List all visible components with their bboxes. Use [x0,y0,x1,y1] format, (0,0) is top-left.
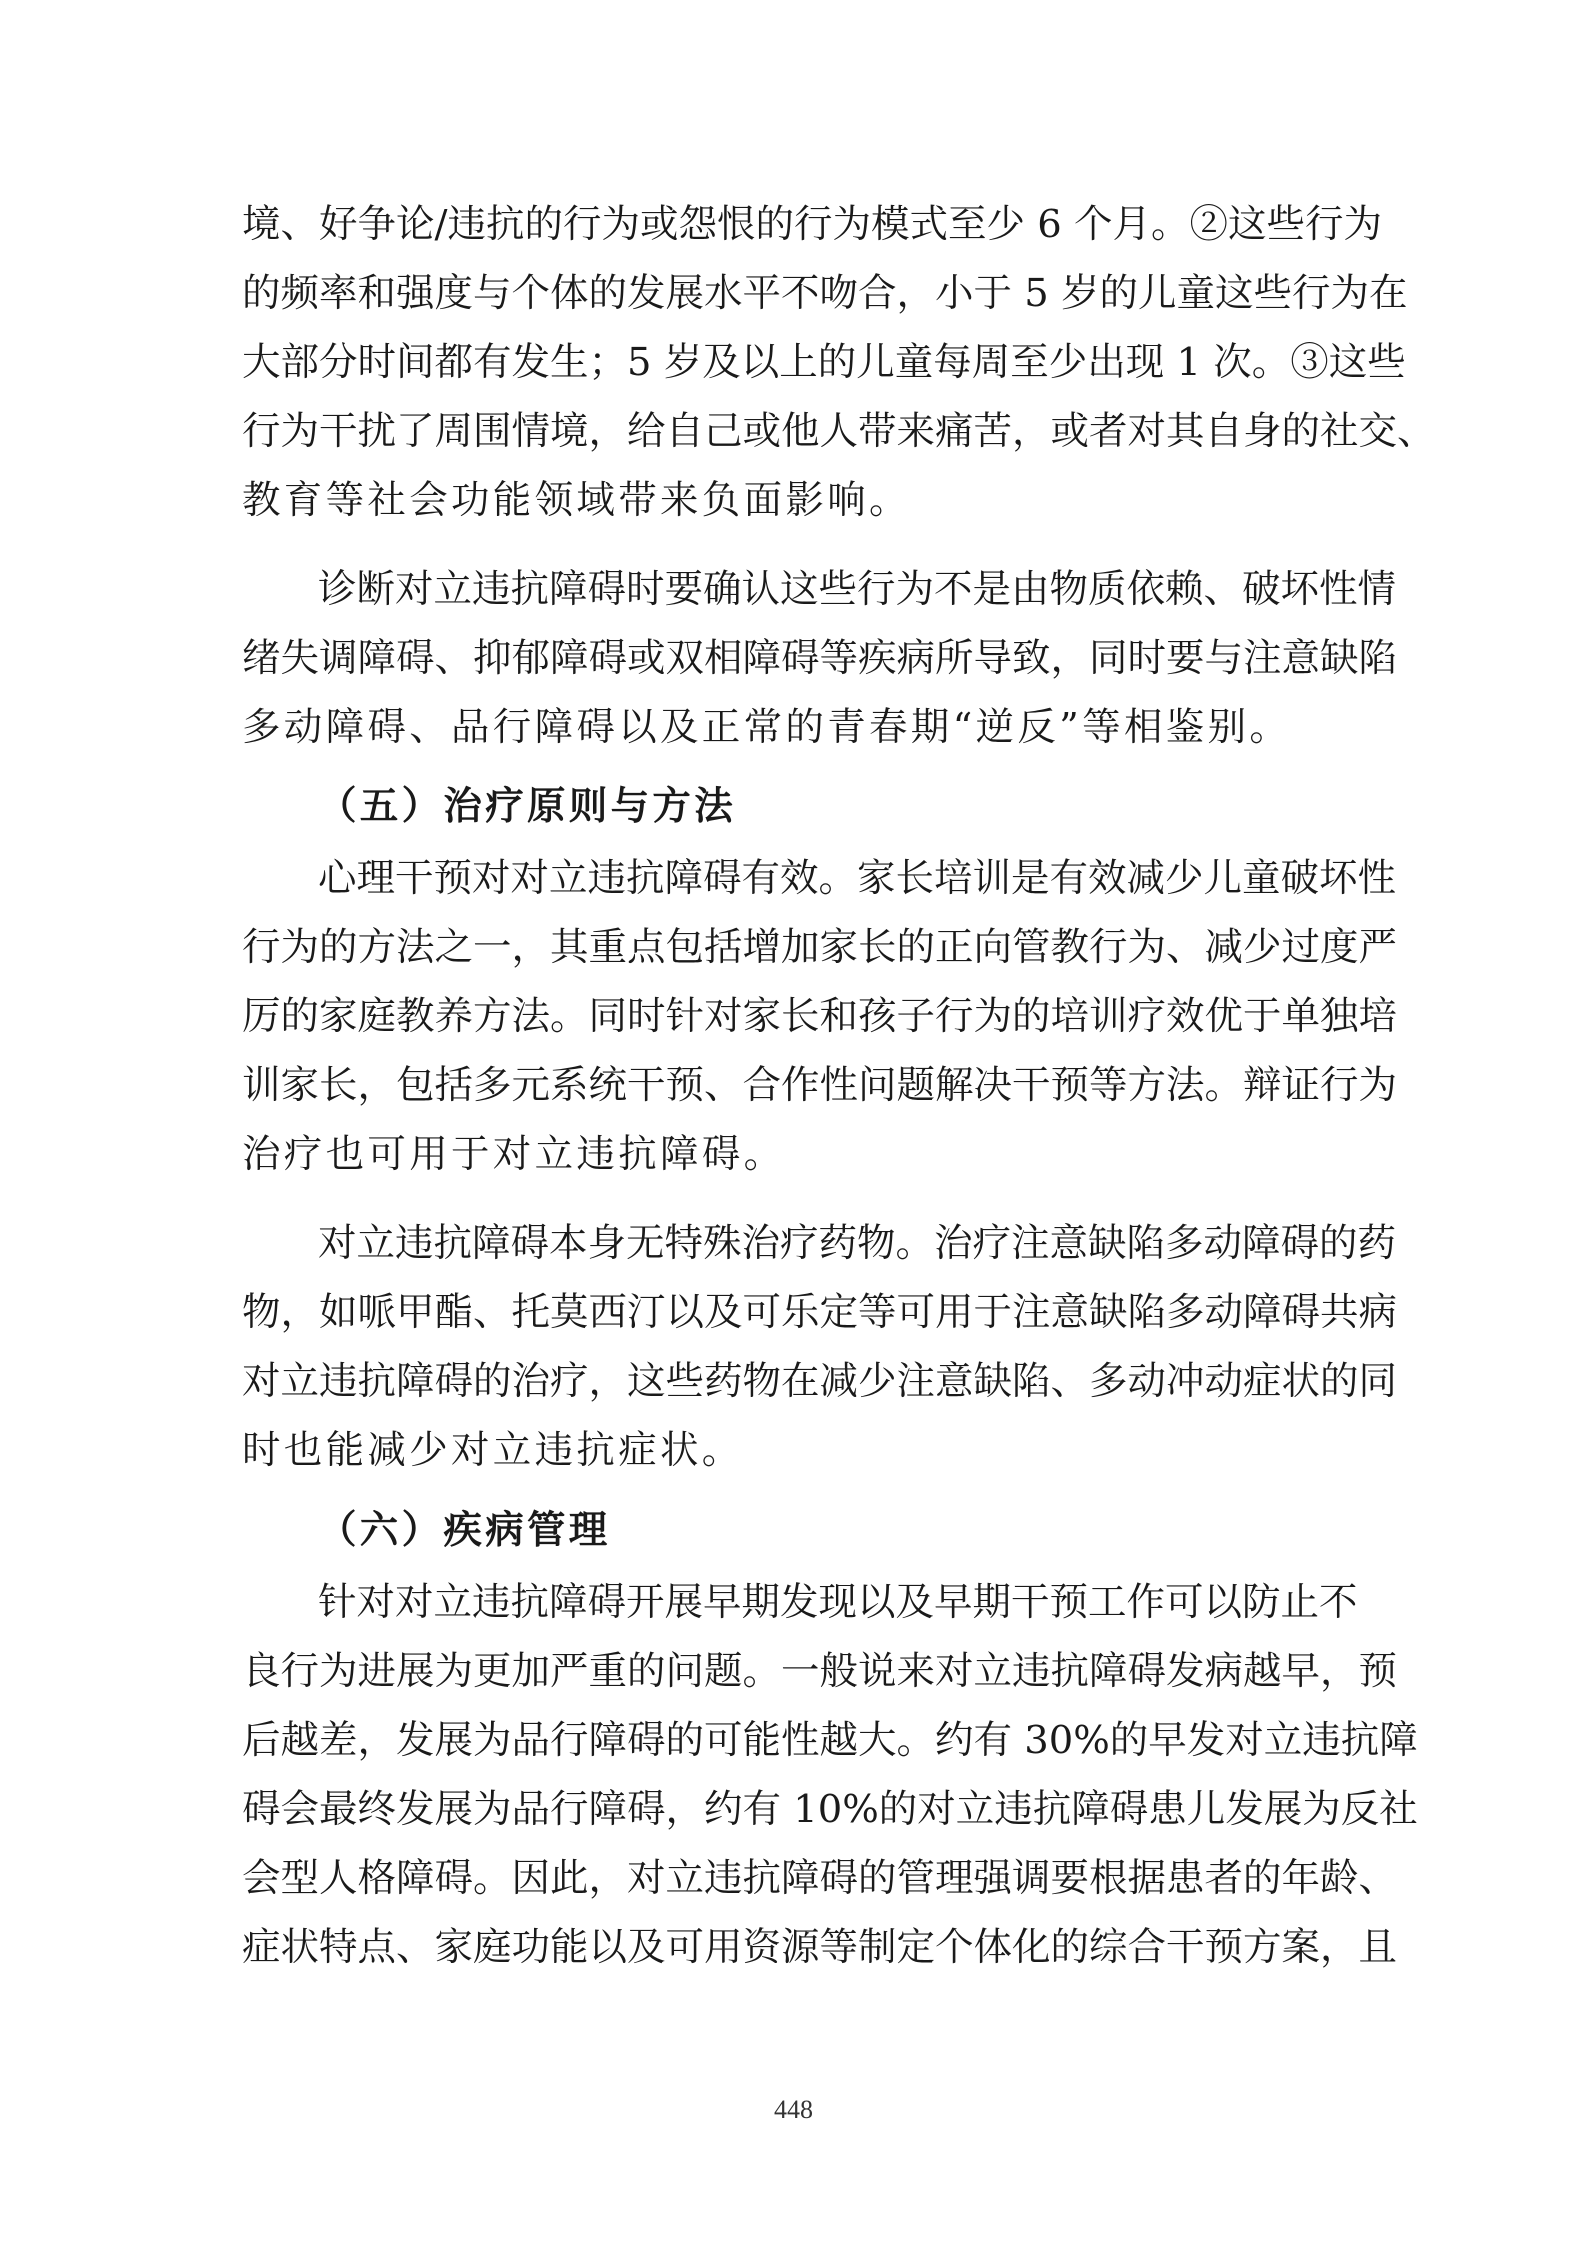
paragraph-line: 对立违抗障碍的治疗，这些药物在减少注意缺陷、多动冲动症状的同 [242,1359,1398,1404]
paragraph-line: 心理干预对对立违抗障碍有效。家长培训是有效减少儿童破坏性 [318,856,1397,901]
paragraph-line: 碍会最终发展为品行障碍，约有 10%的对立违抗障碍患儿发展为反社 [242,1787,1418,1832]
paragraph-line: 大部分时间都有发生；5 岁及以上的儿童每周至少出现 1 次。③这些 [242,340,1406,385]
paragraph-line: 后越差，发展为品行障碍的可能性越大。约有 30%的早发对立违抗障 [242,1718,1418,1763]
paragraph-line: 时也能减少对立违抗症状。 [242,1428,744,1473]
paragraph-line: 行为干扰了周围情境，给自己或他人带来痛苦，或者对其自身的社交、 [242,409,1436,454]
paragraph-line: 厉的家庭教养方法。同时针对家长和孩子行为的培训疗效优于单独培 [242,994,1398,1039]
page-number: 448 [774,2095,813,2124]
paragraph-line: 会型人格障碍。因此，对立违抗障碍的管理强调要根据患者的年龄、 [242,1856,1398,1901]
paragraph-line: 物，如哌甲酯、托莫西汀以及可乐定等可用于注意缺陷多动障碍共病 [242,1290,1398,1335]
paragraph-line: 针对对立违抗障碍开展早期发现以及早期干预工作可以防止不 [318,1580,1358,1625]
paragraph-line: 绪失调障碍、抑郁障碍或双相障碍等疾病所导致，同时要与注意缺陷 [242,636,1398,681]
paragraph-line: 行为的方法之一，其重点包括增加家长的正向管教行为、减少过度严 [242,925,1398,970]
paragraph-line: 训家长，包括多元系统干预、合作性问题解决干预等方法。辩证行为 [242,1063,1398,1108]
paragraph-line: 诊断对立违抗障碍时要确认这些行为不是由物质依赖、破坏性情 [318,567,1397,612]
paragraph-line: 对立违抗障碍本身无特殊治疗药物。治疗注意缺陷多动障碍的药 [318,1221,1397,1266]
section-heading: （五）治疗原则与方法 [318,784,737,829]
section-heading: （六）疾病管理 [318,1508,611,1553]
paragraph-line: 教育等社会功能领域带来负面影响。 [242,478,911,523]
paragraph-line: 的频率和强度与个体的发展水平不吻合，小于 5 岁的儿童这些行为在 [242,271,1408,316]
paragraph-line: 症状特点、家庭功能以及可用资源等制定个体化的综合干预方案，且 [242,1925,1398,1970]
paragraph-line: 境、好争论/违抗的行为或怨恨的行为模式至少 6 个月。②这些行为 [242,202,1382,247]
paragraph-line: 治疗也可用于对立违抗障碍。 [242,1132,786,1177]
paragraph-line: 多动障碍、品行障碍以及正常的青春期“逆反”等相鉴别。 [242,705,1292,750]
paragraph-line: 良行为进展为更加严重的问题。一般说来对立违抗障碍发病越早，预 [242,1649,1398,1694]
